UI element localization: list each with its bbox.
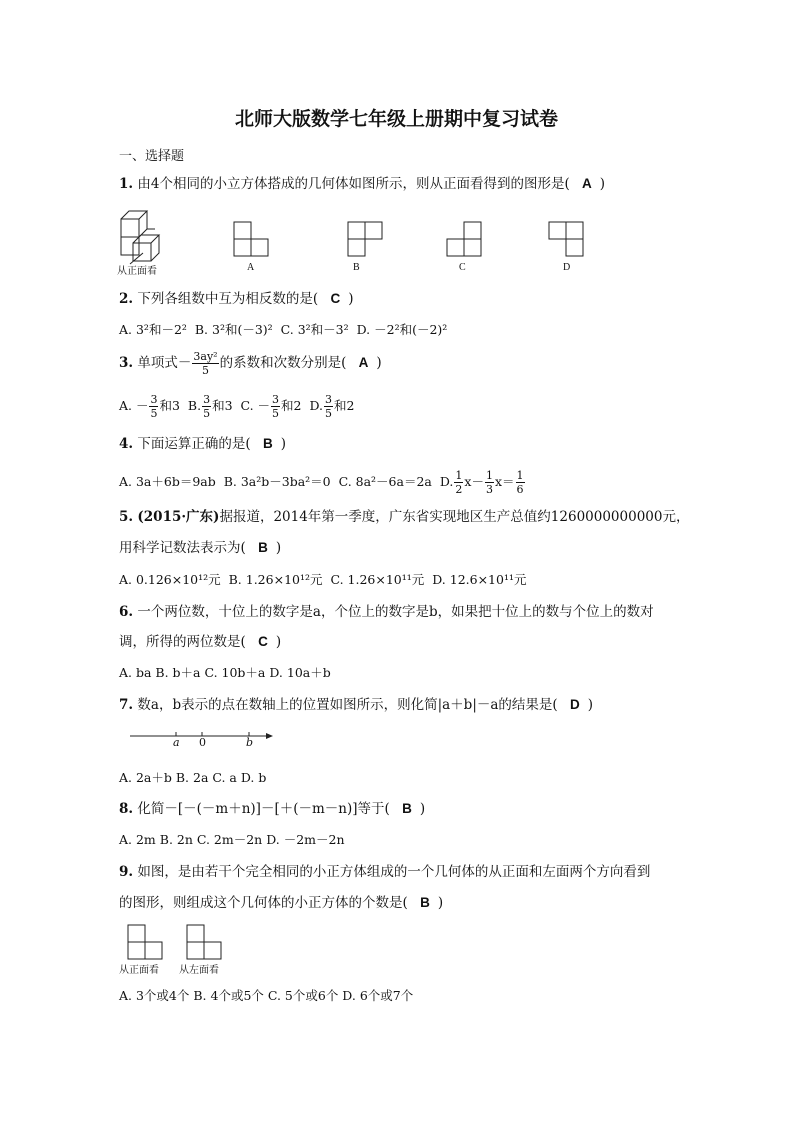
option-fraction [271, 393, 280, 420]
fraction-denominator: 3 [485, 483, 493, 496]
close-paren: ) [376, 355, 382, 371]
fraction-denominator: 5 [272, 407, 280, 420]
option-d: D. $\frac{1}{2}$ x－ $\frac{1}{3}$ x＝ $\frac{1}{6}$ [439, 469, 524, 496]
answer: C [330, 291, 341, 306]
close-paren: ) [348, 291, 354, 307]
close-paren: ) [587, 697, 594, 713]
option-fraction [324, 393, 333, 420]
fraction-numerator: 3 [272, 393, 280, 406]
fraction-numerator: 3ay² [193, 350, 218, 363]
front-view-label: 从正面看 [119, 965, 159, 976]
fraction-numerator: 1 [516, 469, 524, 482]
option-a-label: A [247, 262, 255, 273]
question-prefix: 单项式－ [137, 355, 192, 371]
fraction-denominator: 5 [201, 364, 209, 377]
option-tail: 和2 [334, 398, 355, 413]
option-fraction [202, 393, 211, 420]
question-5 [119, 508, 689, 526]
question-6-options: A. ba B. b＋a C. 10b＋a D. 10a＋b [119, 665, 331, 680]
option-tail: 和3 [212, 398, 233, 413]
question-7-options: A. 2a＋b B. 2a C. a D. b [119, 770, 267, 785]
option-b: B. 3a²b－3ba²＝0 [223, 474, 331, 489]
question-text: 下列各组数中互为相反数的是( [137, 291, 319, 307]
question-text: 化简－[－(－m＋n)]－[＋(－m－n)]等于( [137, 801, 390, 817]
option-b-label: B [353, 262, 360, 273]
question-line-1: 如图，是由若干个完全相同的小正方体组成的一个几何体的从正面和左面两个方向看到 [137, 864, 651, 880]
option-label: D. [309, 398, 324, 413]
question-7 [119, 696, 593, 714]
question-text: 数a，b表示的点在数轴上的位置如图所示，则化简|a＋b|－a的结果是( [137, 697, 558, 713]
option-b: B. 3²和(－3)² [194, 322, 273, 337]
axis-label-a: a [173, 736, 180, 749]
fraction [454, 469, 463, 496]
option-d-label: D [563, 262, 571, 273]
left-view-label: 从左面看 [179, 965, 219, 976]
fraction [485, 469, 494, 496]
question-number: 3. [119, 355, 134, 371]
question-number: 5. [119, 509, 134, 525]
answer: B [420, 895, 430, 910]
question-6 [119, 603, 654, 621]
close-paren: ) [437, 895, 444, 911]
close-paren: ) [275, 540, 282, 556]
option-label: C. － [240, 398, 271, 413]
fraction-denominator: 5 [150, 407, 158, 420]
option-a: A. 3²和－2² [119, 322, 187, 337]
option-b: B. 1.26×10¹²元 [228, 572, 323, 587]
option-d-figure [548, 221, 588, 259]
question-number: 4. [119, 436, 134, 452]
question-number: 1. [119, 176, 134, 192]
option-c [240, 393, 302, 420]
question-5-options [119, 571, 526, 589]
answer: B [262, 436, 273, 451]
close-paren: ) [419, 801, 426, 817]
question-number: 9. [119, 864, 134, 880]
option-tail: 和2 [281, 398, 302, 413]
option-c: C. 8a²－6a＝2a [338, 474, 432, 489]
option-a: A. 3a＋6b＝9ab [119, 474, 216, 489]
fraction-denominator: 5 [325, 407, 333, 420]
answer: A [582, 176, 592, 191]
question-6-line-2 [119, 633, 281, 651]
option-c-figure [446, 221, 486, 259]
question-3 [119, 350, 382, 377]
fraction [516, 469, 525, 496]
option-fraction [149, 393, 158, 420]
close-paren: ) [599, 176, 606, 192]
question-line-2: 用科学记数法表示为( [119, 540, 246, 556]
question-5-line-2 [119, 539, 281, 557]
fraction-denominator: 5 [203, 407, 211, 420]
option-d: D. －2²和(－2)² [356, 322, 448, 337]
fraction-denominator: 6 [516, 483, 524, 496]
question-9-line-2 [119, 894, 443, 912]
fraction-numerator: 1 [485, 469, 493, 482]
option-b-figure [347, 221, 387, 259]
question-source: (2015·广东) [137, 509, 220, 525]
question-9-options: A. 3个或4个 B. 4个或5个 C. 5个或6个 D. 6个或7个 [119, 988, 414, 1003]
fraction-numerator: 1 [455, 469, 463, 482]
question-text: 由4个相同的小立方体搭成的几何体如图所示，则从正面看得到的图形是( [137, 176, 570, 192]
question-2 [119, 290, 354, 308]
question-9 [119, 863, 650, 881]
axis-label-zero: 0 [199, 736, 206, 749]
section-heading: 一、选择题 [119, 149, 185, 164]
answer: C [258, 634, 268, 649]
option-d [309, 393, 355, 420]
page-title: 北师大版数学七年级上册期中复习试卷 [234, 108, 558, 130]
question-8 [119, 800, 425, 818]
question-number: 2. [119, 291, 134, 307]
question-2-options [119, 321, 447, 339]
option-tail: 和3 [159, 398, 180, 413]
solid-view-label: 从正面看 [117, 266, 157, 277]
option-b [187, 393, 233, 420]
option-label: D. [439, 474, 454, 489]
question-number: 8. [119, 801, 134, 817]
fraction-numerator: 3 [150, 393, 158, 406]
option-c: C. 1.26×10¹¹元 [330, 572, 425, 587]
option-c-label: C [459, 262, 466, 273]
question-1 [119, 175, 605, 193]
question-number: 7. [119, 697, 134, 713]
question-text: 下面运算正确的是( [137, 436, 251, 452]
left-view-figure [186, 924, 226, 960]
option-label: B. [187, 398, 202, 413]
question-line-2: 的图形，则组成这个几何体的小正方体的个数是( [119, 895, 408, 911]
answer: B [402, 801, 412, 816]
question-4-options [119, 469, 526, 496]
fraction-numerator: 3 [325, 393, 333, 406]
option-a [119, 393, 180, 420]
option-a: A. 0.126×10¹²元 [119, 572, 221, 587]
arrow-icon [266, 733, 273, 739]
answer: D [569, 697, 580, 712]
question-line-1: 一个两位数，十位上的数字是a，个位上的数字是b，如果把十位上的数与个位上的数对 [137, 604, 654, 620]
axis-label-b: b [246, 736, 254, 749]
close-paren: ) [275, 634, 282, 650]
question-suffix: 的系数和次数分别是( [219, 355, 347, 371]
option-c: C. 3²和－3² [280, 322, 349, 337]
question-number: 6. [119, 604, 134, 620]
question-8-options: A. 2m B. 2n C. 2m－2n D. －2m－2n [119, 832, 345, 847]
monomial-fraction [192, 350, 218, 377]
fraction-numerator: 3 [203, 393, 211, 406]
option-label: A. － [119, 398, 149, 413]
question-3-options [119, 393, 354, 420]
answer: A [358, 355, 369, 370]
fraction-denominator: 2 [455, 483, 463, 496]
front-view-figure [127, 924, 167, 960]
question-line-2: 调，所得的两位数是( [119, 634, 246, 650]
question-4 [119, 435, 286, 453]
option-d: D. 12.6×10¹¹元 [432, 572, 527, 587]
answer: B [258, 540, 268, 555]
question-line-1: 据报道，2014年第一季度，广东省实现地区生产总值约1260000000000元， [219, 509, 690, 525]
close-paren: ) [280, 436, 286, 452]
option-a-figure [233, 221, 273, 259]
